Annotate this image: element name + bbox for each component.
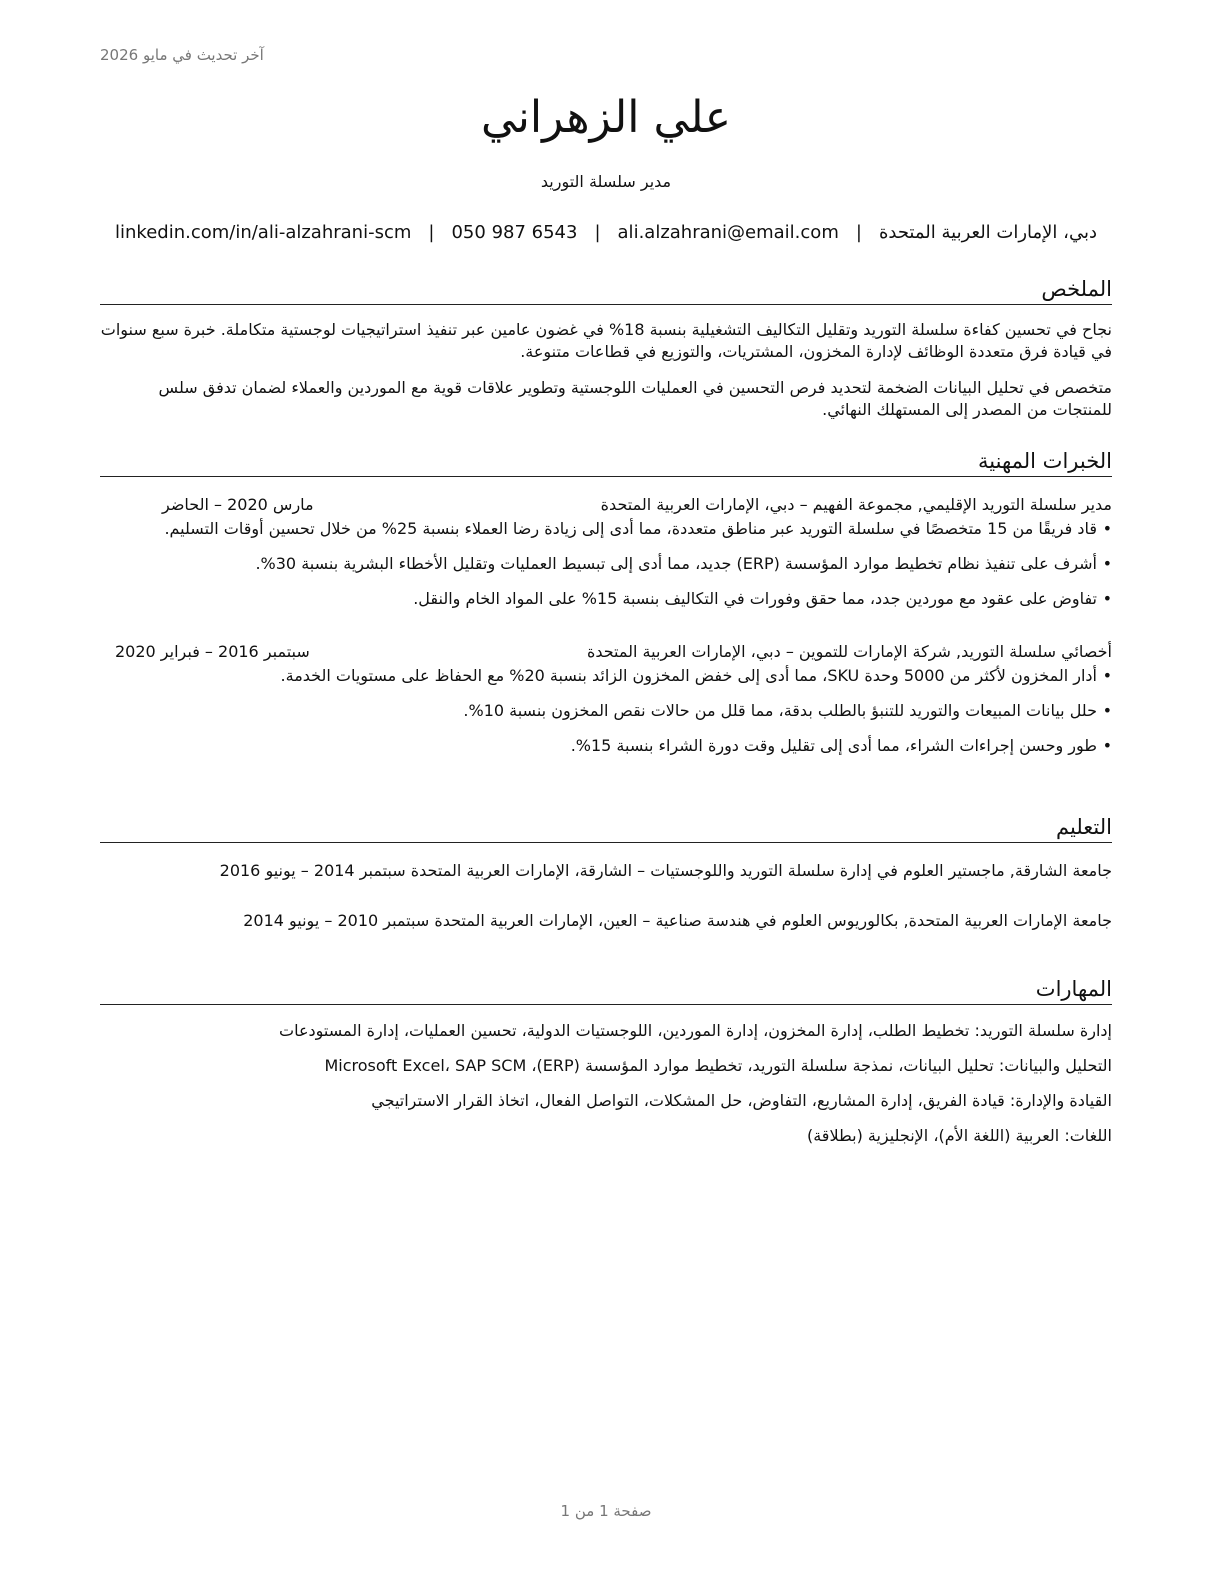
job-entry	[100, 493, 1112, 610]
bullet-item: • قاد فريقًا من 15 متخصصًا في سلسلة التوريد عبر مناطق متعددة، مما أدى إلى زيادة رضا العملاء بنسبة 25% من خلال تحسين أوقات التسليم.	[130, 517, 1112, 540]
resume-page	[100, 0, 1112, 1584]
section-title: الملخص	[100, 276, 1112, 305]
skill-line: اللغات: العربية (اللغة الأم)، الإنجليزية (بطلاقة)	[806, 1126, 1112, 1145]
job-bullets	[100, 664, 1112, 757]
contact-email[interactable]: ali.alzahrani@email.com	[617, 222, 839, 243]
skill-line: القيادة والإدارة: قيادة الفريق، إدارة المشاريع، التفاوض، حل المشكلات، التواصل الفعال، اتخاذ القرار الاستراتيجي	[371, 1091, 1112, 1110]
job-bullets	[100, 517, 1112, 610]
job-entry	[100, 640, 1112, 757]
candidate-name: علي الزهراني	[480, 92, 731, 143]
summary-section	[100, 276, 1112, 421]
job-title: مدير سلسلة التوريد الإقليمي, مجموعة الفهيم – دبي، الإمارات العربية المتحدة	[600, 495, 1112, 514]
skill-line: إدارة سلسلة التوريد: تخطيط الطلب، إدارة المخزون، إدارة الموردين، اللوجستيات الدولية، تحسين العمليات، إدارة المستودعات	[279, 1021, 1112, 1040]
skill-line: التحليل والبيانات: تحليل البيانات، نمذجة سلسلة التوريد، تخطيط موارد المؤسسة (ERP)، Microsoft Excel، SAP SCM	[324, 1056, 1112, 1075]
contact-separator: |	[855, 222, 862, 243]
contact-phone[interactable]: 050 987 6543	[451, 222, 578, 243]
page-number: صفحة 1 من 1	[560, 1502, 652, 1520]
job-dates: مارس 2020 – الحاضر	[162, 495, 314, 514]
education-section	[100, 814, 1112, 933]
contact-separator: |	[428, 222, 435, 243]
job-heading-row	[100, 493, 1112, 517]
summary-paragraph: متخصص في تحليل البيانات الضخمة لتحديد فرص التحسين في العمليات اللوجستية وتطوير علاقات قوية مع الموردين والعملاء لضمان تدفق سلس للمنتجات من المصدر إلى المستهلك النهائي.	[158, 378, 1112, 419]
bullet-item: • تفاوض على عقود مع موردين جدد، مما حقق وفورات في التكاليف بنسبة 15% على المواد الخام والنقل.	[130, 587, 1112, 610]
last-updated-note: آخر تحديث في مايو 2026	[100, 46, 264, 64]
job-heading-row	[100, 640, 1112, 664]
education-item: جامعة الإمارات العربية المتحدة, بكالوريوس العلوم في هندسة صناعية – العين، الإمارات العربية المتحدة سبتمبر 2010 – يونيو 2014	[243, 911, 1112, 930]
contact-location: دبي، الإمارات العربية المتحدة	[878, 222, 1097, 243]
contact-separator: |	[594, 222, 601, 243]
experience-section	[100, 448, 1112, 757]
skills-list	[100, 1019, 1112, 1148]
bullet-item: • حلل بيانات المبيعات والتوريد للتنبؤ بالطلب بدقة، مما قلل من حالات نقص المخزون بنسبة 10%.	[130, 699, 1112, 722]
summary-paragraph: نجاح في تحسين كفاءة سلسلة التوريد وتقليل التكاليف التشغيلية بنسبة 18% في غضون عامين عبر تنفيذ استراتيجيات لوجستية متكاملة. خبرة سبع سنوات في قيادة فرق متعددة الوظائف لإدارة المخزون، المشتريات، والتوزيع في قطاعات متنوعة.	[100, 320, 1112, 361]
education-item: جامعة الشارقة, ماجستير العلوم في إدارة سلسلة التوريد واللوجستيات – الشارقة، الإمارات العربية المتحدة سبتمبر 2014 – يونيو 2016	[219, 861, 1112, 880]
section-title: المهارات	[100, 976, 1112, 1005]
job-dates: سبتمبر 2016 – فبراير 2020	[115, 642, 310, 661]
job-title: أخصائي سلسلة التوريد, شركة الإمارات للتموين – دبي، الإمارات العربية المتحدة	[586, 642, 1112, 661]
skills-section	[100, 976, 1112, 1159]
bullet-item: • أدار المخزون لأكثر من 5000 وحدة SKU، مما أدى إلى خفض المخزون الزائد بنسبة 20% مع الحفاظ على مستويات الخدمة.	[130, 664, 1112, 687]
contact-linkedin[interactable]: linkedin.com/in/ali-alzahrani-scm	[115, 222, 412, 243]
contact-line	[100, 222, 1112, 243]
bullet-item: • أشرف على تنفيذ نظام تخطيط موارد المؤسسة (ERP) جديد، مما أدى إلى تبسيط العمليات وتقليل الأخطاء البشرية بنسبة 30%.	[130, 552, 1112, 575]
section-title: التعليم	[100, 814, 1112, 843]
section-title: الخبرات المهنية	[100, 448, 1112, 477]
candidate-role: مدير سلسلة التوريد	[540, 172, 672, 191]
bullet-item: • طور وحسن إجراءات الشراء، مما أدى إلى تقليل وقت دورة الشراء بنسبة 15%.	[130, 734, 1112, 757]
